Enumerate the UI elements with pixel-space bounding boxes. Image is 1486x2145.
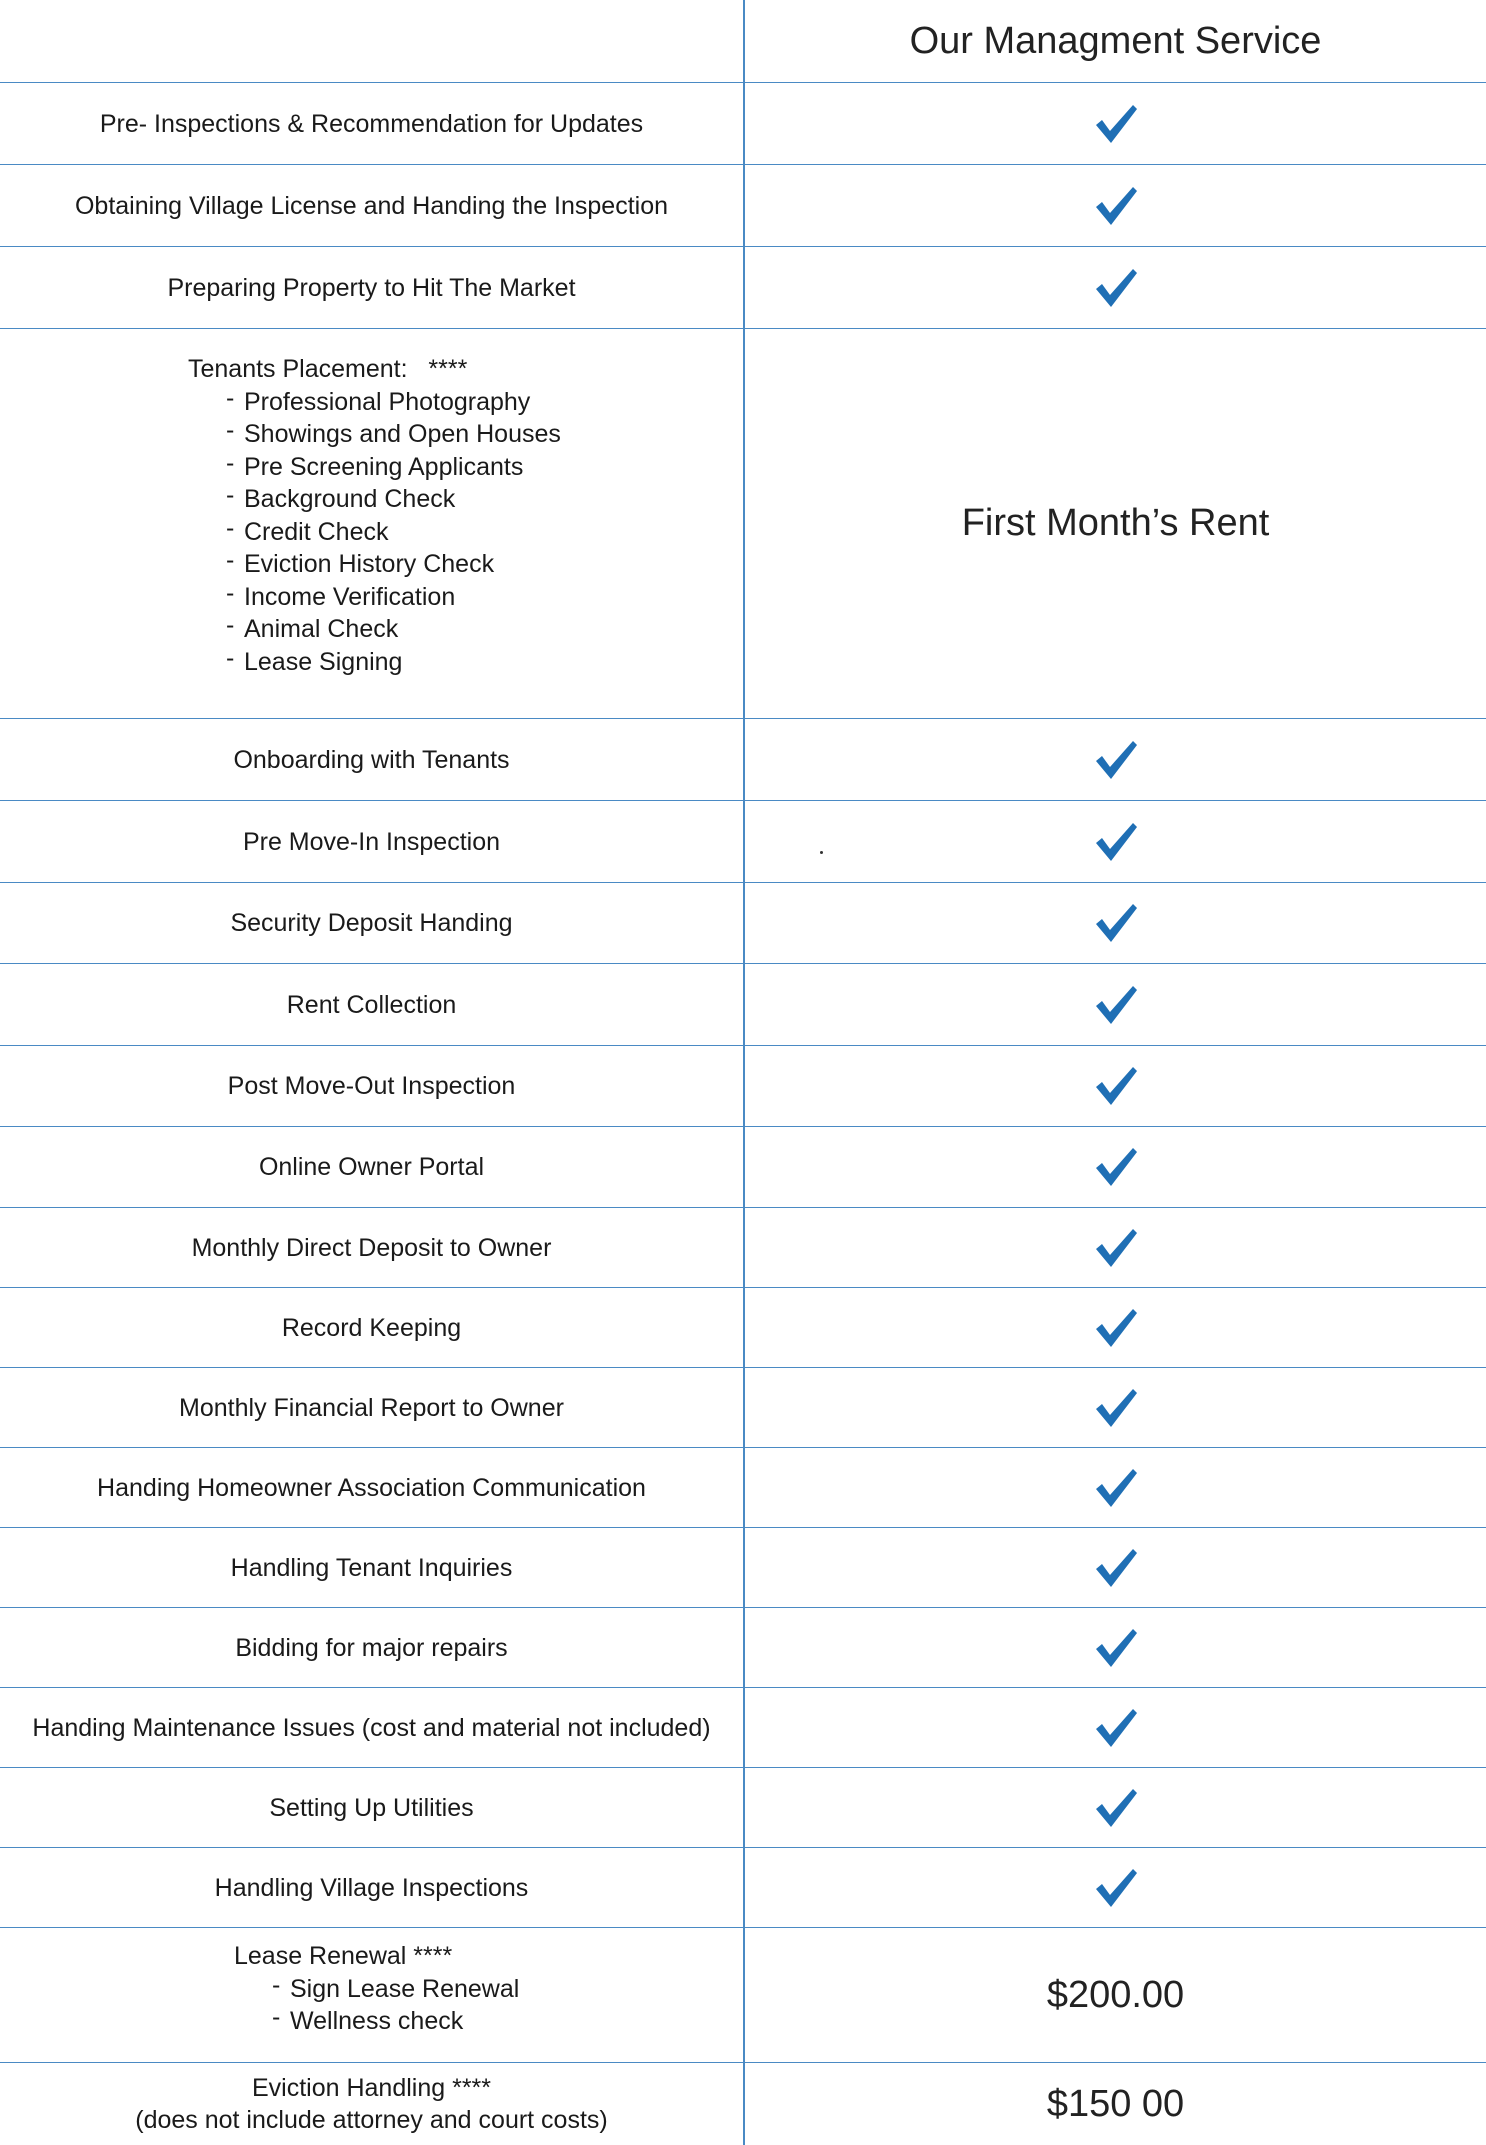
table-row (0, 719, 1486, 801)
check-icon (1093, 1305, 1139, 1351)
check-icon (1093, 1865, 1139, 1911)
check-icon (1093, 1063, 1139, 1109)
table-row (0, 801, 1486, 883)
service-label: Handing Maintenance Issues (cost and material not included) (32, 1713, 711, 1742)
check-icon (1093, 183, 1139, 229)
check-icon (1093, 1705, 1139, 1751)
check-icon (1093, 900, 1139, 946)
table-row (0, 247, 1486, 329)
check-icon (1093, 982, 1139, 1028)
table-row (0, 1448, 1486, 1528)
table-row (0, 1688, 1486, 1768)
service-label: Pre- Inspections & Recommendation for Updates (99, 109, 644, 138)
check-cell (745, 1046, 1486, 1126)
value-cell (745, 1928, 1486, 2062)
table-row (0, 1288, 1486, 1368)
sub-item: - Sign Lease Renewal (272, 1970, 520, 2003)
service-label: Post Move-Out Inspection (227, 1072, 516, 1100)
table-row (0, 1848, 1486, 1928)
check-cell (745, 1288, 1486, 1367)
eviction-note: (does not include attorney and court costs) (135, 2106, 608, 2134)
check-cell (745, 1768, 1486, 1847)
sub-item: - Professional Photography (226, 383, 531, 416)
eviction-cell (0, 2063, 743, 2145)
check-cell (745, 1848, 1486, 1927)
sub-item: - Wellness check (272, 2003, 464, 2035)
tenant-placement-block (188, 353, 561, 678)
check-cell (745, 719, 1486, 800)
dash-glyph: - (226, 643, 235, 672)
tenant-placement-cell (0, 329, 743, 718)
dash-glyph: - (226, 546, 235, 574)
lease-renewal-row (0, 1928, 1486, 2063)
eviction-block (135, 2072, 608, 2137)
sub-item: - Background Check (226, 481, 456, 513)
check-cell (745, 1208, 1486, 1287)
table-row (0, 1528, 1486, 1608)
check-cell (745, 1608, 1486, 1687)
check-icon (1093, 819, 1139, 865)
table-row (0, 1208, 1486, 1288)
check-icon (1093, 1225, 1139, 1271)
check-icon (1093, 1144, 1139, 1190)
value-cell (745, 329, 1486, 718)
check-cell (745, 964, 1486, 1045)
table-row (0, 1368, 1486, 1448)
service-label: Handling Village Inspections (214, 1873, 529, 1902)
table-row (0, 1046, 1486, 1127)
dash-glyph: - (226, 513, 235, 542)
service-label: Record Keeping (281, 1313, 462, 1342)
dash-glyph: - (226, 481, 235, 509)
check-icon (1093, 737, 1139, 783)
check-icon (1093, 1625, 1139, 1671)
first-month-rent-text: First Month’s Rent (961, 502, 1270, 544)
check-icon (1093, 1545, 1139, 1591)
check-cell (745, 801, 1486, 882)
value-cell (745, 2063, 1486, 2145)
check-cell (745, 1528, 1486, 1607)
service-label: Monthly Direct Deposit to Owner (191, 1233, 552, 1262)
sub-item: - Credit Check (226, 513, 389, 546)
service-label: Pre Move-In Inspection (242, 827, 501, 856)
check-cell (745, 1368, 1486, 1447)
lease-renewal-title: Lease Renewal **** (234, 1942, 453, 1970)
dash-glyph: - (226, 383, 235, 412)
service-label: Obtaining Village License and Handing the Inspection (74, 191, 669, 220)
check-cell (745, 1448, 1486, 1527)
check-cell (745, 883, 1486, 963)
dash-glyph: - (226, 448, 235, 477)
check-cell (745, 1127, 1486, 1207)
table-row (0, 1608, 1486, 1688)
tenant-placement-title: Tenants Placement: **** (188, 355, 468, 383)
check-icon (1093, 1385, 1139, 1431)
lease-renewal-price: $200.00 (1046, 1973, 1185, 2016)
sub-item: - Income Verification (226, 578, 456, 611)
header-row (0, 0, 1486, 83)
sub-item: - Pre Screening Applicants (226, 448, 524, 481)
eviction-price: $150 00 (1046, 2082, 1185, 2125)
table-row (0, 883, 1486, 964)
service-label: Onboarding with Tenants (233, 745, 510, 774)
header-title: Our Managment Service (909, 19, 1322, 62)
tenant-placement-row (0, 329, 1486, 719)
service-label: Rent Collection (286, 990, 457, 1019)
table-row (0, 83, 1486, 165)
table-row (0, 165, 1486, 247)
service-label: Handing Homeowner Association Communication (97, 1473, 646, 1502)
service-label: Bidding for major repairs (235, 1633, 508, 1662)
service-label: Setting Up Utilities (269, 1793, 474, 1822)
dash-glyph: - (226, 611, 235, 639)
sub-item: - Animal Check (226, 611, 399, 643)
dash-glyph: - (226, 578, 235, 607)
eviction-row (0, 2063, 1486, 2145)
header-right-cell (745, 0, 1486, 82)
check-cell (745, 83, 1486, 164)
check-cell (745, 1688, 1486, 1767)
check-cell (745, 247, 1486, 328)
check-icon (1093, 1785, 1139, 1831)
service-label: Handling Tenant Inquiries (230, 1553, 513, 1582)
lease-renewal-cell (0, 1928, 743, 2062)
service-label: Security Deposit Handing (230, 909, 513, 937)
check-icon (1093, 101, 1139, 147)
check-cell (745, 165, 1486, 246)
service-label: Preparing Property to Hit The Market (167, 273, 576, 302)
eviction-title: Eviction Handling **** (251, 2073, 492, 2102)
dash-glyph: - (272, 2003, 281, 2031)
check-icon (1093, 1465, 1139, 1511)
lease-renewal-block (234, 1940, 519, 2038)
table-row (0, 1127, 1486, 1208)
dash-glyph: - (272, 1970, 281, 1999)
header-left-cell (0, 0, 743, 82)
stray-dot (820, 851, 823, 854)
table-row (0, 1768, 1486, 1848)
service-label: Online Owner Portal (258, 1153, 485, 1181)
sub-item: - Eviction History Check (226, 546, 495, 578)
sub-item: - Lease Signing (226, 643, 403, 676)
sub-item: - Showings and Open Houses (226, 416, 561, 448)
check-icon (1093, 265, 1139, 311)
table-row (0, 964, 1486, 1046)
dash-glyph: - (226, 416, 235, 444)
service-label: Monthly Financial Report to Owner (179, 1393, 564, 1422)
